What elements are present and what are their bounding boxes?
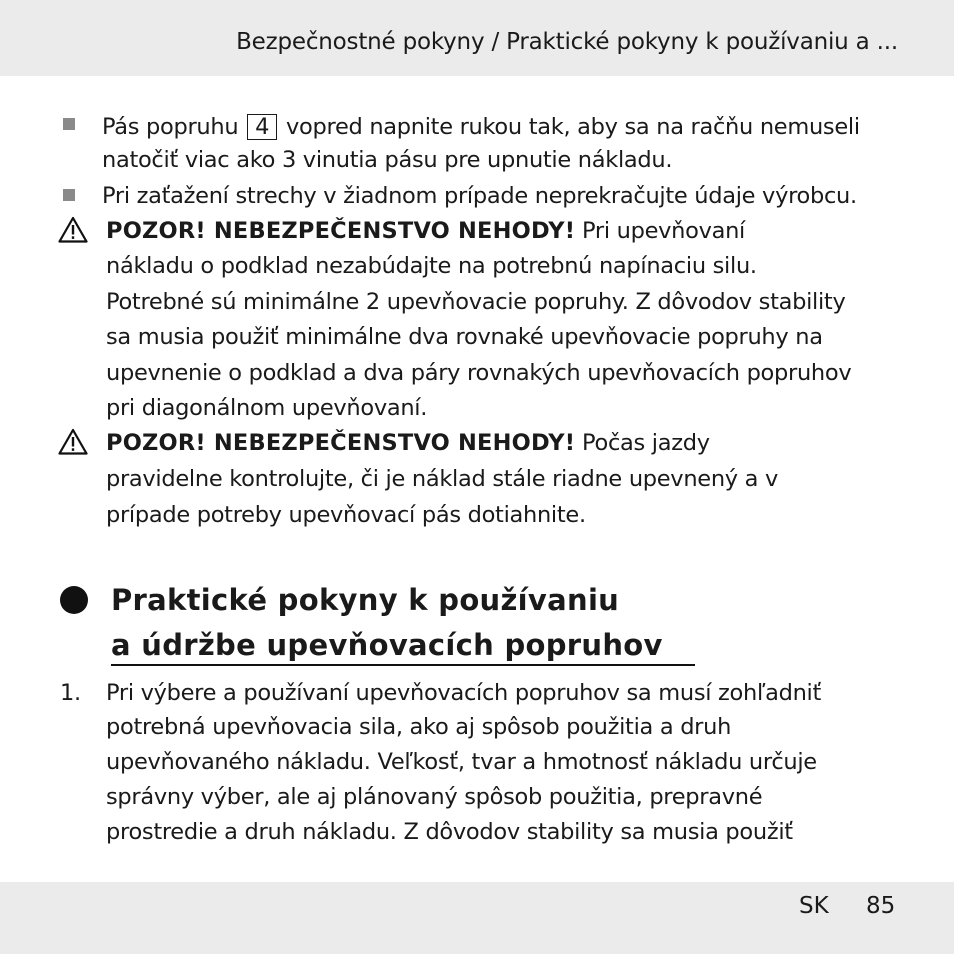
- warning2-label: POZOR! NEBEZPEČENSTVO NEHODY!: [106, 430, 576, 456]
- warning1-line6: pri diagonálnom upevňovaní.: [106, 395, 428, 421]
- warning2-line3: prípade potreby upevňovací pás dotiahnite.: [106, 502, 586, 528]
- warning2-line2: pravidelne kontrolujte, či je náklad stále riadne upevnený a v: [106, 466, 779, 492]
- section-heading-line1: Praktické pokyny k používaniu: [111, 583, 620, 617]
- part-reference-box: 4: [247, 114, 277, 140]
- item1-line5: prostredie a druh nákladu. Z dôvodov stability sa musia použiť: [106, 819, 793, 845]
- section-bullet-dot: [60, 586, 88, 614]
- warning1-line3: Potrebné sú minimálne 2 upevňovacie popruhy. Z dôvodov stability: [106, 289, 846, 315]
- bullet1-line2: natočiť viac ako 3 vinutia pásu pre upnutie nákladu.: [102, 147, 673, 173]
- bullet2-line1: Pri zaťažení strechy v žiadnom prípade neprekračujte údaje výrobcu.: [102, 183, 857, 209]
- bullet1-line1: [102, 114, 860, 140]
- warning2-line1: [106, 432, 710, 455]
- warning1-line2: nákladu o podklad nezabúdajte na potrebnú napínaciu silu.: [106, 253, 757, 279]
- section-heading-underline: [111, 664, 695, 666]
- bullet1-text-start: Pás popruhu: [102, 114, 239, 140]
- warning1-line4: sa musia použiť minimálne dva rovnaké upevňovacie popruhy na: [106, 324, 823, 350]
- item1-line4: správny výber, ale aj plánovaný spôsob použitia, prepravné: [106, 784, 763, 810]
- warning1-line5: upevnenie o podklad a dva páry rovnakých upevňovacích popruhov: [106, 360, 852, 386]
- warning1-line1: [106, 220, 745, 243]
- warning1-text-start: Pri upevňovaní: [582, 218, 745, 244]
- item1-line3: upevňovaného nákladu. Veľkosť, tvar a hmotnosť nákladu určuje: [106, 749, 817, 775]
- warning-triangle-icon: [58, 216, 88, 243]
- bullet-square: [63, 118, 75, 130]
- header-bar: [0, 0, 954, 76]
- item1-line1: Pri výbere a používaní upevňovacích popruhov sa musí zohľadniť: [106, 680, 822, 706]
- warning2-text-start: Počas jazdy: [582, 430, 710, 456]
- footer-page-number: 85: [866, 893, 896, 919]
- bullet1-text-end: vopred napnite rukou tak, aby sa na račňu nemuseli: [286, 114, 860, 140]
- warning1-label: POZOR! NEBEZPEČENSTVO NEHODY!: [106, 218, 576, 244]
- warning-triangle-icon: [58, 428, 88, 455]
- section-heading-line2: a údržbe upevňovacích popruhov: [111, 628, 663, 662]
- item1-number: 1.: [60, 680, 81, 706]
- footer-language-code: SK: [799, 893, 829, 919]
- bullet-square: [63, 189, 75, 201]
- item1-line2: potrebná upevňovacia sila, ako aj spôsob použitia a druh: [106, 714, 732, 740]
- running-header-title: Bezpečnostné pokyny / Praktické pokyny k používaniu a ...: [236, 29, 898, 55]
